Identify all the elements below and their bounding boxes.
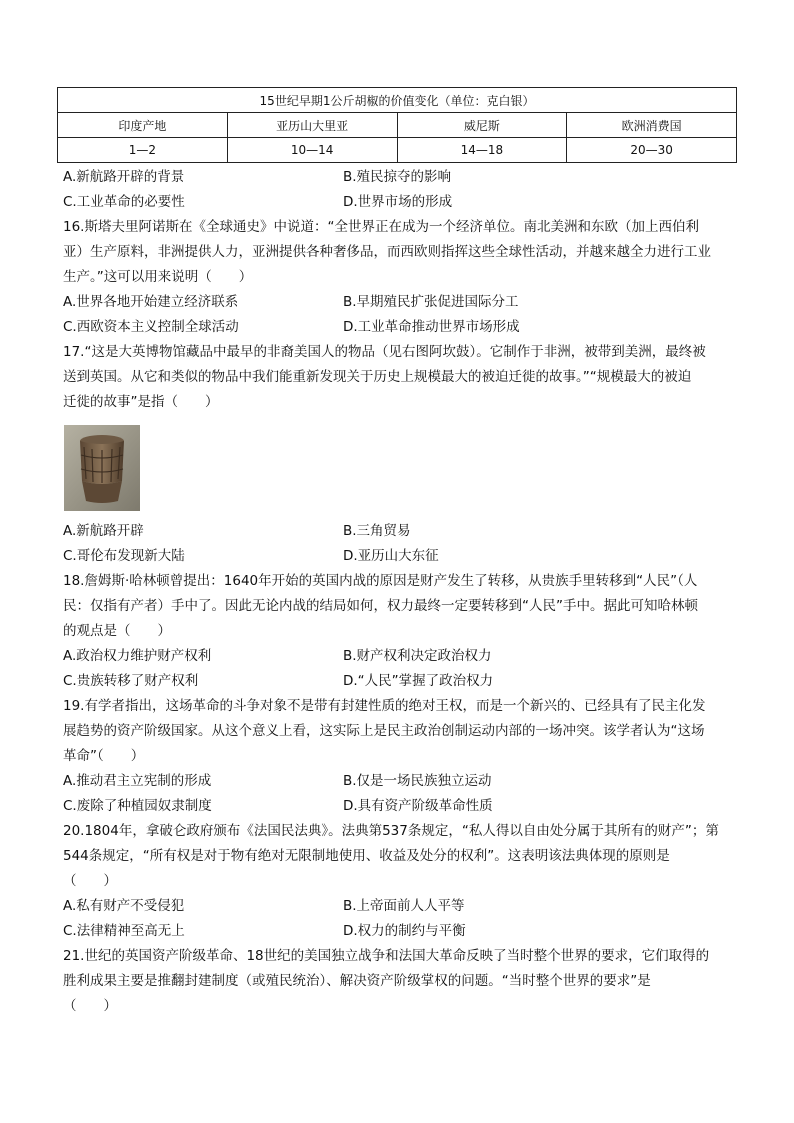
q20-option-a: A.私有财产不受侵犯 bbox=[63, 898, 185, 914]
q19-option-c: C.废除了种植园奴隶制度 bbox=[63, 798, 212, 814]
q20-stem-line: 544条规定，“所有权是对于物有绝对无限制地使用、收益及处分的权利”。这表明该法典体现的原则是 bbox=[63, 848, 670, 864]
q16-stem-line: 亚）生产原料，非洲提供人力，亚洲提供各种奢侈品，而西欧则指挥这些全球性活动，并越来越全力进行工业 bbox=[63, 244, 711, 260]
q20-stem-line: 20.1804年，拿破仑政府颁布《法国民法典》。法典第537条规定，“私人得以自由处分属于其所有的财产”；第 bbox=[63, 823, 719, 839]
table-cell: 20—30 bbox=[567, 138, 737, 163]
q17-stem-line: 送到英国。从它和类似的物品中我们能重新发现关于历史上规模最大的被迫迁徙的故事。”“规模最大的被迫 bbox=[63, 369, 692, 385]
q20-option-c: C.法律精神至高无上 bbox=[63, 923, 185, 939]
q16-option-b: B.早期殖民扩张促进国际分工 bbox=[343, 294, 519, 310]
table-caption: 15世纪早期1公斤胡椒的价值变化（单位：克白银） bbox=[58, 88, 737, 113]
q20-option-d: D.权力的制约与平衡 bbox=[343, 923, 466, 939]
q17-option-c: C.哥伦布发现新大陆 bbox=[63, 548, 185, 564]
q15-option-a: A.新航路开辟的背景 bbox=[63, 169, 185, 185]
q18-option-a: A.政治权力维护财产权利 bbox=[63, 648, 212, 664]
table-header-cell: 亚历山大里亚 bbox=[227, 113, 397, 138]
q18-option-c: C.贵族转移了财产权利 bbox=[63, 673, 199, 689]
q19-stem-line: 19.有学者指出，这场革命的斗争对象不是带有封建性质的绝对王权，而是一个新兴的、已经具有了民主化发 bbox=[63, 698, 706, 714]
q20-option-b: B.上帝面前人人平等 bbox=[343, 898, 465, 914]
table-header-row bbox=[58, 113, 737, 138]
pepper-price-table bbox=[57, 87, 737, 163]
table-cell: 1—2 bbox=[58, 138, 228, 163]
q17-option-d: D.亚历山大东征 bbox=[343, 548, 439, 564]
q17-option-a: A.新航路开辟 bbox=[63, 523, 144, 539]
q20-stem-line: （ ） bbox=[63, 873, 117, 889]
q19-option-d: D.具有资产阶级革命性质 bbox=[343, 798, 493, 814]
q18-option-d: D.“人民”掌握了政治权力 bbox=[343, 673, 494, 689]
q21-stem-line: 胜利成果主要是推翻封建制度（或殖民统治）、解决资产阶级掌权的问题。“当时整个世界的要求”是 bbox=[63, 973, 651, 989]
q19-option-b: B.仅是一场民族独立运动 bbox=[343, 773, 492, 789]
table-header-cell: 威尼斯 bbox=[397, 113, 567, 138]
q16-option-d: D.工业革命推动世界市场形成 bbox=[343, 319, 520, 335]
q21-stem-line: （ ） bbox=[63, 998, 117, 1014]
q21-stem-line: 21.世纪的英国资产阶级革命、18世纪的美国独立战争和法国大革命反映了当时整个世界的要求，它们取得的 bbox=[63, 948, 710, 964]
q15-option-d: D.世界市场的形成 bbox=[343, 194, 453, 210]
table-cell: 14—18 bbox=[397, 138, 567, 163]
q15-option-c: C.工业革命的必要性 bbox=[63, 194, 185, 210]
table-cell: 10—14 bbox=[227, 138, 397, 163]
drum-image-icon bbox=[64, 425, 140, 511]
q19-stem-line: 展趋势的资产阶级国家。从这个意义上看，这实际上是民主政治创制运动内部的一场冲突。该学者认为“这场 bbox=[63, 723, 705, 739]
akan-drum-photo bbox=[64, 425, 140, 511]
q17-stem-line: 17.“这是大英博物馆藏品中最早的非裔美国人的物品（见右图阿坎鼓）。它制作于非洲，被带到美洲，最终被 bbox=[63, 344, 706, 360]
q19-stem-line: 革命”（ ） bbox=[63, 748, 145, 764]
table-header-cell: 印度产地 bbox=[58, 113, 228, 138]
q18-stem-line: 民：仅指有产者）手中了。因此无论内战的结局如何，权力最终一定要转移到“人民”手中。据此可知哈林顿 bbox=[63, 598, 698, 614]
q16-option-c: C.西欧资本主义控制全球活动 bbox=[63, 319, 239, 335]
q15-option-b: B.殖民掠夺的影响 bbox=[343, 169, 452, 185]
q18-stem-line: 18.詹姆斯·哈林顿曾提出：1640年开始的英国内战的原因是财产发生了转移，从贵族手里转移到“人民”（人 bbox=[63, 573, 698, 589]
q16-option-a: A.世界各地开始建立经济联系 bbox=[63, 294, 239, 310]
q19-option-a: A.推动君主立宪制的形成 bbox=[63, 773, 212, 789]
q17-option-b: B.三角贸易 bbox=[343, 523, 411, 539]
q16-stem-line: 16.斯塔夫里阿诺斯在《全球通史》中说道：“全世界正在成为一个经济单位。南北美洲和东欧（加上西伯利 bbox=[63, 219, 699, 235]
q16-stem-line: 生产。”这可以用来说明（ ） bbox=[63, 269, 253, 285]
table-header-cell: 欧洲消费国 bbox=[567, 113, 737, 138]
q17-stem-line: 迁徙的故事”是指（ ） bbox=[63, 394, 219, 410]
q18-stem-line: 的观点是（ ） bbox=[63, 623, 171, 639]
q18-option-b: B.财产权利决定政治权力 bbox=[343, 648, 492, 664]
table-row bbox=[58, 138, 737, 163]
